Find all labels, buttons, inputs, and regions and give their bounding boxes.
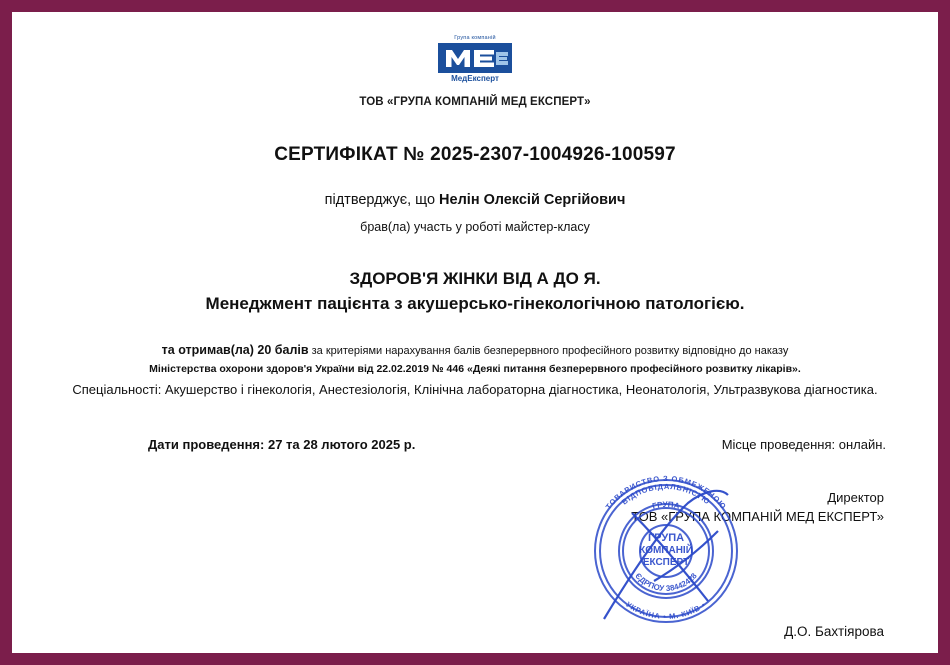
svg-text:КОМПАНІЙ: КОМПАНІЙ	[639, 545, 693, 556]
confirmation-line	[36, 192, 914, 208]
signature-company: ТОВ «ГРУПА КОМПАНІЙ МЕД ЕКСПЕРТ»	[631, 509, 884, 524]
svg-text:ГРУПА: ГРУПА	[651, 499, 681, 511]
svg-text:ГРУПА: ГРУПА	[647, 532, 685, 544]
event-place: Місце проведення: онлайн.	[721, 436, 886, 452]
signature-block	[36, 488, 914, 527]
certificate-title: СЕРТИФІКАТ № 2025-2307-1004926-100597	[274, 143, 676, 165]
event-title-line-1: ЗДОРОВ'Я ЖІНКИ ВІД А ДО Я.	[349, 268, 601, 288]
company-name-line: ТОВ «ГРУПА КОМПАНІЙ МЕД ЕКСПЕРТ»	[359, 95, 591, 108]
svg-text:ЕКСПЕРТ: ЕКСПЕРТ	[642, 557, 690, 568]
svg-text:УКРАЇНА • М. КИЇВ •: УКРАЇНА • М. КИЇВ •	[624, 599, 708, 622]
certificate-inner-frame	[12, 12, 938, 653]
decree-line: Міністерства охорони здоров'я України від 22.02.2019 № 446 «Деякі питання безперервного професійного розвитку лікарів».	[149, 362, 801, 375]
logo-mark-icon	[438, 43, 512, 73]
logo-bottom-text: МедЕксперт	[451, 73, 499, 83]
signature-role: Директор	[827, 489, 884, 505]
event-title-line-2: Менеджмент пацієнта з акушерсько-гінекологічною патологією.	[205, 294, 745, 313]
specialties-line: Спеціальності: Акушерство і гінекологія, Анестезіологія, Клінічна лабораторна діагностика, Неонатологія, Ультразвукова діагностика.	[72, 381, 878, 397]
recipient-name: Нелін Олексій Сергійович	[439, 191, 626, 208]
signatory-name: Д.О. Бахтіярова	[784, 624, 884, 639]
logo-top-text: Група компаній	[454, 35, 496, 41]
event-dates: Дати проведення: 27 та 28 лютого 2025 р.	[148, 436, 416, 452]
company-logo	[36, 36, 914, 86]
svg-text:ЄДРПОУ 38442428: ЄДРПОУ 38442428	[633, 571, 699, 594]
points-line	[36, 343, 914, 357]
svg-text:ВІДПОВІДАЛЬНІСТЮ: ВІДПОВІДАЛЬНІСТЮ	[619, 481, 712, 507]
svg-text:ТОВАРИСТВО З ОБМЕЖЕНОЮ: ТОВАРИСТВО З ОБМЕЖЕНОЮ	[603, 473, 729, 512]
dates-and-place-row	[36, 437, 914, 452]
points-description: за критеріями нарахування балів безперервного професійного розвитку відповідно до наказу	[308, 344, 789, 357]
points-value: та отримав(ла) 20 балів	[161, 342, 309, 357]
logo-wrapper	[438, 36, 512, 83]
participation-line: брав(ла) участь у роботі майстер-класу	[360, 219, 590, 234]
confirm-prefix: підтверджує, що	[324, 191, 440, 208]
event-title	[36, 266, 914, 317]
